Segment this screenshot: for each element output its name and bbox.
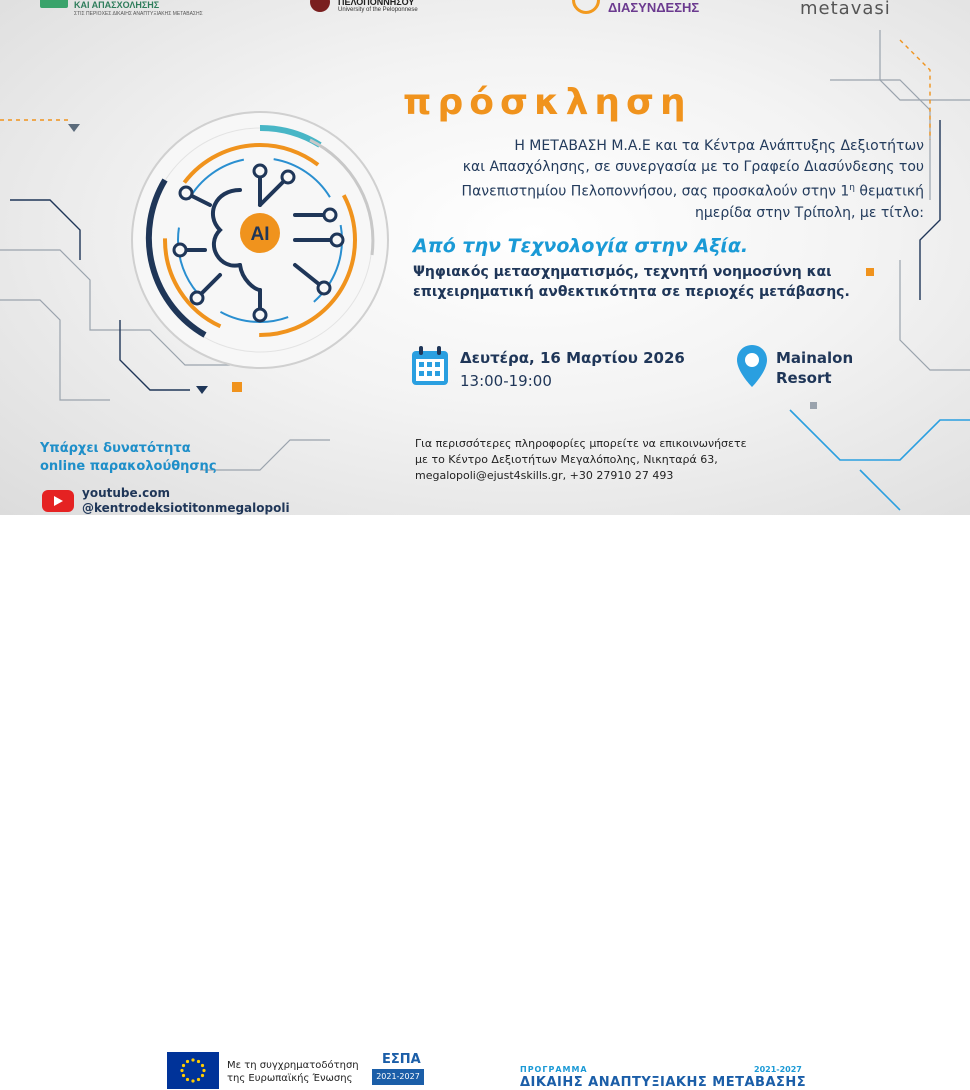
- ordinal-suffix: η: [849, 183, 855, 193]
- contact-line: megalopoli@ejust4skills.gr, +30 27910 27 493: [415, 469, 674, 482]
- event-date: Δευτέρα, 16 Μαρτίου 2026: [460, 349, 685, 367]
- liaison-office-logo: [572, 0, 699, 15]
- youtube-domain[interactable]: youtube.com: [82, 486, 171, 500]
- intro-line: και Απασχόλησης, σε συνεργασία με το Γραφείο Διασύνδεσης του: [462, 159, 924, 175]
- liaison-office-ring: [572, 0, 600, 14]
- event-title: Από την Τεχνολογία στην Αξία.: [413, 235, 749, 257]
- calendar-icon: [410, 345, 450, 387]
- venue-line: Mainalon: [776, 349, 854, 367]
- contact-line: με το Κέντρο Δεξιοτήτων Μεγαλόπολης, Νικηταρά 63,: [415, 453, 718, 466]
- intro-line: ημερίδα στην Τρίπολη, με τίτλο:: [695, 204, 924, 221]
- kad-logo-title: ΚΑΙ ΑΠΑΣΧΟΛΗΣΗΣ: [74, 0, 160, 10]
- eu-flag-icon: [167, 1052, 219, 1089]
- venue-line: Resort: [776, 369, 832, 387]
- espa-logo-title: ΕΣΠΑ: [382, 1052, 421, 1067]
- ai-label: AI: [250, 224, 270, 245]
- intro-text: θεματική: [854, 183, 924, 200]
- programme-name: ΔΙΚΑΙΗΣ ΑΝΑΠΤΥΞΙΑΚΗΣ ΜΕΤΑΒΑΣΗΣ: [520, 1075, 807, 1090]
- invitation-title: πρόσκληση: [403, 82, 692, 123]
- funding-footer: [0, 515, 970, 1090]
- liaison-office-title: ΔΙΑΣΥΝΔΕΣΗΣ: [608, 0, 700, 15]
- intro-line: Η ΜΕΤΑΒΑΣΗ Μ.Α.Ε και τα Κέντρα Ανάπτυξης Δεξιοτήτων: [514, 138, 924, 154]
- event-time: 13:00-19:00: [460, 372, 552, 390]
- metavasi-logo: metavasi: [800, 0, 891, 19]
- eu-cofunding-text: [227, 1059, 359, 1085]
- ai-brain-illustration: [110, 105, 410, 405]
- youtube-icon[interactable]: [42, 490, 74, 512]
- kad-logo: [40, 0, 203, 17]
- espa-logo-years: 2021-2027: [372, 1069, 424, 1085]
- youtube-channel-link[interactable]: [82, 486, 290, 515]
- location-pin-icon: [735, 343, 769, 389]
- contact-info: [415, 436, 747, 484]
- university-logo-subtitle: University of the Peloponnese: [338, 7, 418, 13]
- event-subtitle: Ψηφιακός μετασχηματισμός, τεχνητή νοημοσύνη και επιχειρηματική ανθεκτικότητα σε περιοχές μετάβασης.: [413, 264, 850, 300]
- intro-text: Πανεπιστημίου Πελοποννήσου, σας προσκαλούν στην 1: [461, 183, 850, 200]
- university-seal: [310, 0, 330, 12]
- online-attendance-note: [40, 440, 217, 476]
- online-line: online παρακολούθησης: [40, 459, 217, 474]
- contact-line: Για περισσότερες πληροφορίες μπορείτε να επικοινωνήσετε: [415, 437, 747, 450]
- eu-line: της Ευρωπαϊκής Ένωσης: [227, 1073, 353, 1084]
- event-venue: [776, 348, 853, 388]
- programme-years: 2021-2027: [754, 1065, 802, 1074]
- kad-logo-subtitle: ΣΤΙΣ ΠΕΡΙΟΧΕΣ ΔΙΚΑΙΗΣ ΑΝΑΠΤΥΞΙΑΚΗΣ ΜΕΤΑΒΑΣΗΣ: [74, 11, 203, 17]
- university-logo-title: ΠΕΛΟΠΟΝΝΗΣΟΥ: [338, 0, 415, 7]
- intro-line: [392, 178, 924, 203]
- kad-logo-mark: [40, 0, 68, 8]
- eu-line: Με τη συγχρηματοδότηση: [227, 1060, 359, 1071]
- programme-label: ΠΡΟΓΡΑΜΜΑ: [520, 1065, 588, 1074]
- invitation-poster: [0, 0, 970, 515]
- youtube-handle[interactable]: @kentrodeksiotitonmegalopoli: [82, 501, 290, 515]
- online-line: Υπάρχει δυνατότητα: [40, 441, 191, 456]
- invitation-intro: [392, 136, 924, 224]
- university-logo: [310, 0, 418, 13]
